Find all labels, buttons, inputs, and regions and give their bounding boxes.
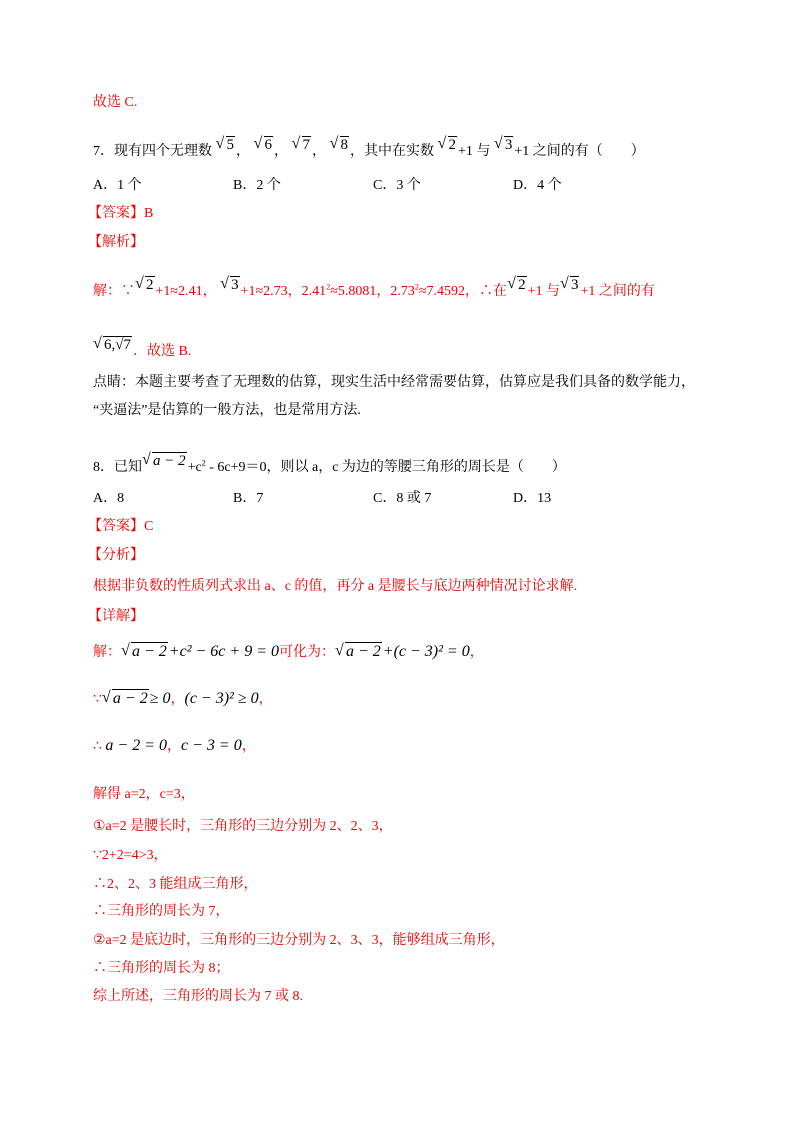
sqrt-8: √ 8 — [331, 135, 350, 155]
q8-analysis-label: 【分析】 — [88, 548, 144, 563]
q8-line: ②a=2 是底边时，三角形的三边分别为 2、3、3，能够组成三角形， — [93, 933, 505, 948]
q8-line: ①a=2 是腰长时，三角形的三边分别为 2、2、3， — [93, 819, 393, 834]
sqrt-5: √ 5 — [217, 135, 236, 155]
q7-option-a: A．1 个 — [93, 178, 142, 193]
q8-line: ∴2、2、3 能组成三角形， — [93, 877, 258, 892]
q8-option-a: A．8 — [93, 491, 125, 506]
sqrt-6: √ 6 — [255, 135, 274, 155]
q7-note-line1: 点睛：本题主要考查了无理数的估算，现实生活中经常需要估算，估算应是我们具备的数学能力， — [93, 375, 695, 390]
q7-option-c: C．3 个 — [373, 178, 421, 193]
q8-analysis: 根据非负数的性质列式求出 a、c 的值，再分 a 是腰长与底边两种情况讨论求解. — [93, 579, 578, 594]
q8-detail-line2: ∵√ a − 2 ≥ 0，(c − 3)² ≥ 0， — [93, 689, 273, 710]
q8-line: ∵2+2=4>3， — [93, 848, 168, 863]
q7-answer: 【答案】B — [88, 206, 154, 221]
q8-line: ∴三角形的周长为 8； — [93, 961, 230, 976]
q8-option-c: C．8 或 7 — [373, 491, 432, 506]
q8-line: 综上所述，三角形的周长为 7 或 8. — [93, 989, 303, 1004]
sqrt-3: √ 3 — [495, 135, 514, 155]
question-8: 8．已知√ $a - 2 +c^2 - 6c+9=0$，则以 a，c 为边的等腰三角形的周长是（ ） — [93, 451, 566, 478]
q8-detail-label: 【详解】 — [88, 609, 144, 624]
prev-conclusion: 故选 C. — [93, 95, 138, 110]
q7-result: √ 6,√7 ．故选 B. — [93, 335, 191, 362]
q8-line: ∴三角形的周长为 7， — [93, 904, 230, 919]
q8-answer: 【答案】C — [88, 519, 154, 534]
q7-prefix: 7．现有四个无理数 — [93, 144, 212, 159]
q7-option-b: B．2 个 — [233, 178, 281, 193]
q8-detail-line1: 解：√ a − 2 +c² − 6c + 9 = 0可化为：√ a − 2 +(c − 3)² = 0， — [93, 642, 484, 663]
sqrt-7: √ 7 — [293, 135, 312, 155]
question-7: 7．现有四个无理数 √ 5 ， √ 6 ， √ 7 ， √ 8 ，其中在实数 √ 2 +1 与 √ 3 +1 之间的有（ ） — [93, 135, 645, 162]
q7-analysis-label: 【解析】 — [88, 235, 144, 250]
q8-line: 解得 a=2，c=3， — [93, 787, 195, 802]
q8-option-b: B．7 — [233, 491, 264, 506]
q8-detail-line3: ∴ a − 2 = 0，c − 3 = 0， — [93, 737, 256, 754]
sqrt-2: √ 2 — [439, 135, 458, 155]
q7-solution: 解：∵√ 2 +1≈2.41， √ 3 +1≈2.73，$2.41^2\approx 5.8081$，$2.73^2\approx 7.4592$，∴在√ 2 +1 与√ 3 +1 之间的有 — [93, 275, 655, 302]
q7-option-d: D．4 个 — [513, 178, 562, 193]
q7-note-line2: “夹逼法”是估算的一般方法，也是常用方法. — [93, 403, 361, 418]
q8-option-d: D．13 — [513, 491, 552, 506]
